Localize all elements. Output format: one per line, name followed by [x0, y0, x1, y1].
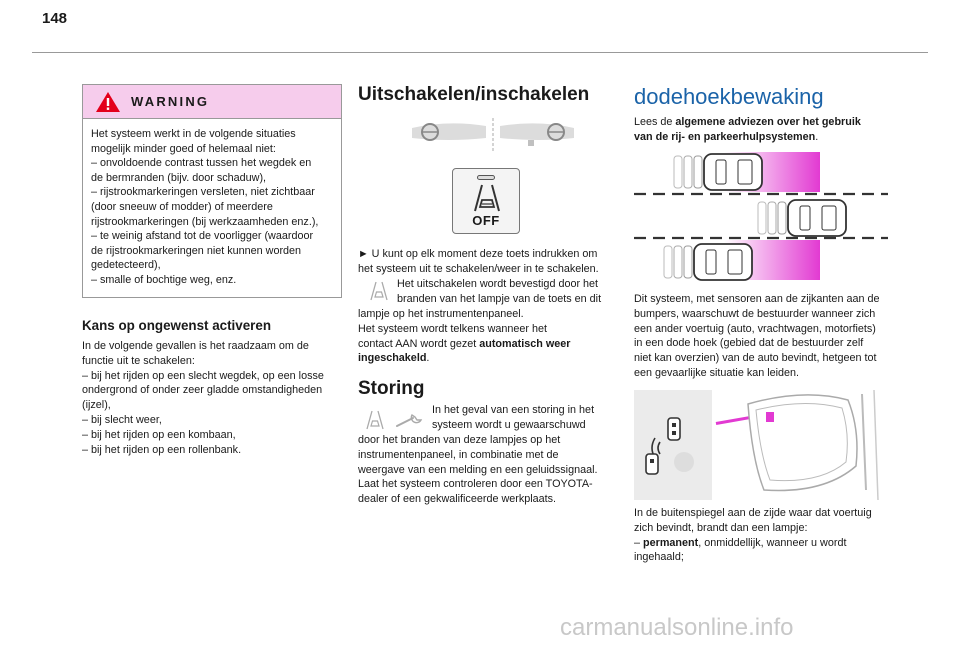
mirror-illustration [634, 390, 890, 500]
wrench-icon [395, 412, 425, 428]
warning-line: Het systeem werkt in de volgende situaties [91, 128, 296, 140]
uitschakelen-heading: Uitschakelen/inschakelen [358, 84, 590, 105]
reenable-line [358, 351, 570, 366]
lane-warning-lamp-icon [368, 281, 390, 301]
kans-text [82, 339, 324, 457]
mirror-line [634, 536, 872, 551]
blind-spot-diagram [634, 148, 888, 284]
warning-line: de bermranden (bijv. door schaduw), [91, 171, 267, 184]
warning-line: de rijstrookmarkeringen niet kunnen worden [91, 244, 302, 257]
desc-line: bumpers, waarschuwt de bestuurder wanneer zich [634, 307, 876, 320]
storing-line: Laat het systeem controleren door een TOYOTA- [358, 478, 593, 491]
reenable-line: Het systeem wordt telkens wanneer het [358, 322, 548, 335]
desc-line: een gevaarlijke situatie kan leiden. [634, 366, 800, 379]
uitschakelen-confirm [397, 277, 601, 307]
warning-body [83, 119, 341, 288]
warning-line: (door sneeuw of modder) of meerdere [91, 200, 273, 213]
kans-line: – bij het rijden op een slecht wegdek, op een losse [82, 369, 324, 382]
permanent-prefix: – [634, 536, 644, 549]
reenable-bold: automatisch weer [479, 337, 571, 350]
warning-line: – onvoldoende contrast tussen het wegdek en [91, 157, 312, 170]
warning-line: – rijstrookmarkeringen versleten, niet zichtbaar [91, 186, 315, 199]
reenable-line [358, 337, 570, 352]
kans-line: (ijzel), [82, 399, 111, 412]
warning-title: WARNING [131, 94, 210, 109]
intro-text: . [815, 130, 819, 143]
reenable-text: . [426, 352, 430, 365]
storing-heading: Storing [358, 378, 425, 399]
car-top-icon [674, 154, 762, 190]
storing-line: instrumentenpaneel, in combinatie met de [358, 448, 559, 461]
mirror-text [634, 506, 872, 565]
warning-line: mogelijk minder goed of helemaal niet: [91, 142, 276, 155]
storing-line: weergave van een melding en een geluidssignaal. [358, 463, 598, 476]
kans-line: ondergrond of onder zeer gladde omstandigheden [82, 384, 323, 397]
warning-triangle-icon [95, 90, 121, 114]
dodehoek-heading: dodehoekbewaking [634, 84, 824, 109]
off-button-label: OFF [472, 213, 500, 228]
lane-assist-icon [469, 183, 505, 213]
page-number: 148 [42, 10, 68, 27]
permanent-bold: permanent [643, 536, 699, 549]
mirror-line: ingehaald; [634, 551, 684, 564]
desc-line: een ander voertuig (auto, vrachtwagen, motorfiets) [634, 322, 876, 335]
step-line: het systeem uit te schakelen/weer in te schakelen. [358, 262, 599, 275]
desc-line: Dit systeem, met sensoren aan de zijkanten aan de [634, 293, 880, 305]
kans-line: – bij het rijden op een rollenbank. [82, 443, 242, 456]
car-bottom-icon [664, 244, 752, 280]
uitschakelen-step [358, 247, 599, 277]
kans-line: functie uit te schakelen: [82, 354, 195, 367]
storing-line: door het branden van deze lampjes op het [358, 434, 561, 446]
intro-bold: van de rij- en parkeerhulpsystemen [634, 130, 816, 143]
car-middle-icon [758, 200, 846, 236]
permanent-text: , onmiddellijk, wanneer u wordt [698, 536, 847, 549]
warning-line: – smalle of bochtige weg, enz. [91, 273, 237, 286]
intro-line [634, 115, 861, 130]
confirm-line: Het uitschakelen wordt bevestigd door het [397, 278, 599, 290]
dodehoek-intro [634, 115, 861, 145]
kans-line: – bij het rijden op een kombaan, [82, 428, 236, 441]
warning-line: – te weinig afstand tot de voorligger (waardoor [91, 230, 314, 243]
intro-text: Lees de [634, 116, 676, 128]
mirror-line: In de buitenspiegel aan de zijde waar dat voertuig [634, 507, 872, 519]
storing-text [358, 433, 598, 507]
lane-fault-lamp-icon [364, 410, 386, 430]
confirm-line: lampje op het instrumentenpaneel. [358, 308, 524, 320]
kans-line: In de volgende gevallen is het raadzaam om de [82, 340, 309, 352]
watermark[interactable]: carmanualsonline.info [560, 614, 794, 641]
desc-line: niet kan overzien) van de auto bevindt, hetgeen tot [634, 352, 877, 365]
warning-box [82, 84, 342, 298]
dodehoek-description [634, 292, 879, 381]
warning-line: gedetecteerd), [91, 259, 161, 272]
blind-spot-lamp-icon [634, 390, 712, 500]
step-line: ► U kunt op elk moment deze toets indrukken om [358, 248, 598, 260]
uitschakelen-confirm-tail [358, 307, 570, 366]
warning-header [83, 85, 341, 119]
intro-line [634, 130, 861, 145]
reenable-text: contact AAN wordt gezet [358, 337, 480, 350]
off-button-led [477, 175, 495, 180]
intro-bold: algemene adviezen over het gebruik [675, 116, 861, 128]
kans-heading: Kans op ongewenst activeren [82, 318, 272, 333]
side-mirror-icon [744, 390, 890, 500]
dashboard-location-illustration [408, 114, 578, 156]
storing-intro [432, 403, 594, 433]
warning-line: rijstrookmarkeringen (bij werkzaamheden enz.), [91, 215, 319, 228]
desc-line: in een dode hoek (gebied dat de bestuurder zelf [634, 337, 864, 350]
off-button[interactable] [452, 168, 520, 234]
confirm-line: branden van het lampje van de toets en dit [397, 292, 602, 305]
header-rule [32, 52, 928, 53]
kans-line: – bij slecht weer, [82, 413, 162, 426]
storing-line: dealer of een gekwalificeerde werkplaats. [358, 493, 557, 506]
storing-line: systeem wordt u gewaarschuwd [432, 418, 586, 431]
mirror-line: zich bevindt, brandt dan een lampje: [634, 521, 808, 534]
reenable-bold: ingeschakeld [358, 352, 427, 365]
storing-line: In het geval van een storing in het [432, 404, 595, 416]
